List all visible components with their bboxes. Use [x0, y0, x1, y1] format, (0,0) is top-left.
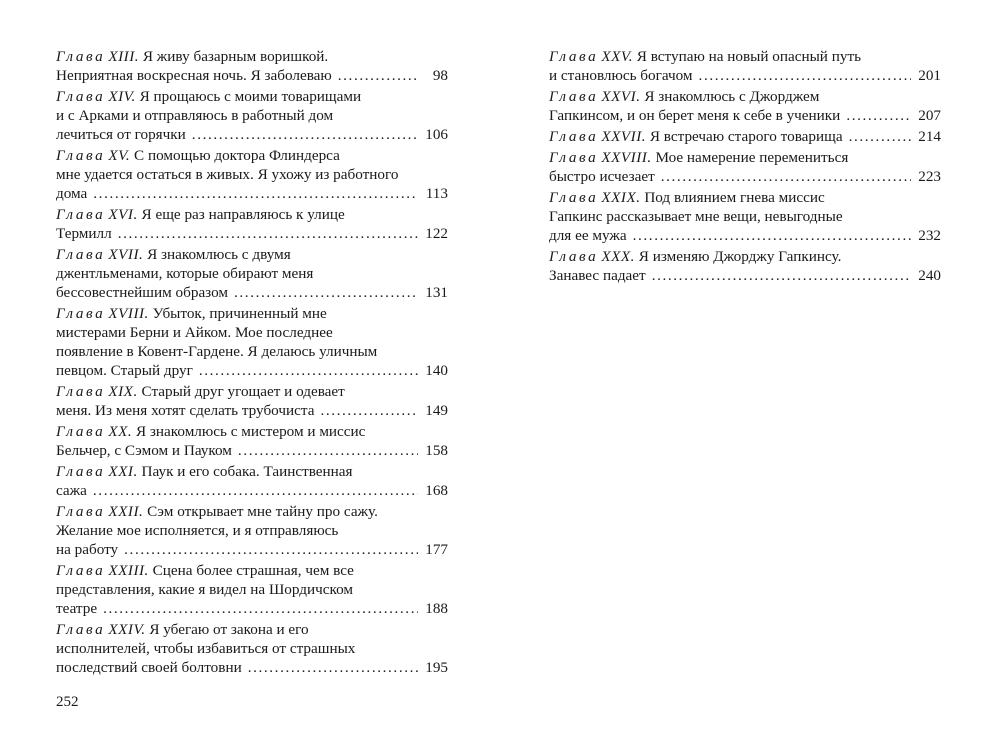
chapter-title-text: певцом. Старый друг [56, 362, 193, 379]
chapter-title-text: Я изменяю Джорджу Гапкинсу. [638, 248, 842, 265]
chapter-number: XXIX. [601, 189, 641, 206]
chapter-page-number: 201 [918, 67, 941, 84]
toc-entry-text [56, 283, 228, 302]
toc-entry-line [549, 47, 941, 66]
chapter-label: Глава [549, 88, 599, 105]
chapter-number: XVIII. [108, 305, 149, 322]
chapter-page-number: 240 [918, 267, 941, 284]
chapter-title-text: появление в Ковент-Гардене. Я делаюсь уличным [56, 343, 378, 360]
toc-entry-text [549, 106, 840, 125]
chapter-label: Глава [549, 48, 599, 65]
toc-entry-text [56, 423, 365, 440]
chapter-number: XIV. [108, 88, 136, 105]
toc-entry-text [549, 167, 655, 186]
toc-entry [56, 561, 448, 618]
toc-entry [56, 382, 448, 420]
dot-leader [320, 401, 418, 420]
toc-entry-line [56, 502, 448, 521]
chapter-label: Глава [56, 383, 106, 400]
toc-entry-line [56, 382, 448, 401]
dot-leader [124, 540, 418, 559]
toc-entry-last-line [56, 658, 448, 677]
dot-leader [652, 266, 911, 285]
toc-entry-text [56, 147, 340, 164]
chapter-page-number: 98 [432, 67, 448, 84]
toc-entry-last-line [56, 441, 448, 460]
toc-entry [56, 146, 448, 203]
chapter-title-text: Гапкинс рассказывает мне вещи, невыгодные [549, 208, 843, 225]
toc-entry-last-line [56, 125, 448, 144]
chapter-title-text: лечиться от горячки [56, 126, 186, 143]
toc-entry [549, 188, 941, 245]
toc-entry-last-line [549, 167, 941, 186]
chapter-number: XIX. [108, 383, 138, 400]
chapter-page-number: 207 [918, 107, 941, 124]
page-number: 252 [56, 694, 79, 710]
toc-entry-text [549, 48, 861, 65]
toc-entry-line [549, 207, 941, 226]
toc-entry-line [56, 264, 448, 283]
dot-leader [192, 125, 418, 144]
toc-entry-last-line [56, 599, 448, 618]
chapter-title-text: Старый друг угощает и одевает [141, 383, 345, 400]
chapter-page-number: 140 [425, 362, 448, 379]
chapter-title-text: Я еще раз направляюсь к улице [141, 206, 345, 223]
toc-entry-last-line [56, 66, 448, 85]
chapter-title-text: Я живу базарным воришкой. [142, 48, 329, 65]
chapter-title-text: С помощью доктора Флиндерса [134, 147, 340, 164]
chapter-number: XXIV. [108, 621, 146, 638]
toc-entry [56, 47, 448, 85]
toc-entry-line [56, 342, 448, 361]
toc-entry-line [56, 639, 448, 658]
dot-leader [238, 441, 418, 460]
toc-entry-line [549, 148, 941, 167]
toc-entry-text [549, 248, 841, 265]
toc-entry [549, 87, 941, 125]
chapter-number: XV. [108, 147, 131, 164]
chapter-label: Глава [549, 189, 599, 206]
chapter-label: Глава [56, 503, 106, 520]
toc-entry-text [56, 361, 193, 380]
chapter-title-text: и становлюсь богачом [549, 67, 693, 84]
toc-entry-text [56, 88, 361, 105]
toc-entry-line [56, 580, 448, 599]
chapter-label: Глава [56, 147, 106, 164]
toc-entry-text [56, 383, 345, 400]
toc-entry [549, 47, 941, 85]
toc-entry-text [56, 125, 186, 144]
chapter-number: XVII. [108, 246, 144, 263]
dot-leader [846, 106, 911, 125]
toc-entry-text [56, 324, 333, 341]
chapter-number: XXVII. [601, 128, 647, 145]
toc-entry-text [549, 208, 843, 225]
toc-entry-text [56, 658, 242, 677]
chapter-title-text: сажа [56, 482, 87, 499]
chapter-title-text: Я прощаюсь с моими товарищами [139, 88, 362, 105]
toc-entry-line [56, 323, 448, 342]
toc-entry [56, 422, 448, 460]
toc-entry-line [56, 561, 448, 580]
chapter-page-number: 168 [425, 482, 448, 499]
toc-entry-line [56, 521, 448, 540]
toc-entry-text [549, 189, 825, 206]
toc-entry-text [56, 184, 87, 203]
chapter-number: XVI. [108, 206, 138, 223]
chapter-page-number: 113 [425, 185, 448, 202]
chapter-title-text: бессовестнейшим образом [56, 284, 229, 301]
toc-entry-line [56, 462, 448, 481]
chapter-title-text: Термилл [56, 225, 112, 242]
toc-entry [56, 304, 448, 380]
chapter-page-number: 188 [425, 600, 448, 617]
toc-entry-last-line [56, 184, 448, 203]
toc-entry-text [56, 522, 338, 539]
toc-entry-text [56, 224, 112, 243]
dot-leader [93, 184, 418, 203]
chapter-title-text: Паук и его собака. Таинственная [141, 463, 353, 480]
toc-entry [56, 87, 448, 144]
chapter-page-number: 131 [425, 284, 448, 301]
dot-leader [248, 658, 418, 677]
toc-entry-line [56, 146, 448, 165]
chapter-number: XXI. [108, 463, 138, 480]
toc-entry-last-line [56, 283, 448, 302]
chapter-title-text: Я знакомлюсь с Джорджем [644, 88, 820, 105]
chapter-title-text: Желание мое исполняется, и я отправляюсь [56, 522, 339, 539]
chapter-label: Глава [56, 463, 106, 480]
dot-leader [93, 481, 418, 500]
toc-entry-text [56, 48, 328, 65]
toc-entry-line [56, 245, 448, 264]
toc-entry-line [549, 87, 941, 106]
chapter-label: Глава [56, 246, 106, 263]
toc-entry-text [56, 621, 309, 638]
chapter-label: Глава [56, 305, 106, 322]
toc-entry-text [56, 441, 232, 460]
toc-entry-text [56, 503, 378, 520]
toc-entry-text [56, 246, 291, 263]
dot-leader [849, 127, 911, 146]
chapter-title-text: джентльменами, которые обирают меня [56, 265, 314, 282]
chapter-number: XXII. [108, 503, 144, 520]
toc-entry-text [56, 540, 118, 559]
chapter-page-number: 223 [918, 168, 941, 185]
chapter-title-text: Я убегаю от закона и его [149, 621, 309, 638]
toc-entry-last-line [549, 127, 941, 146]
toc-entry-text [56, 206, 345, 223]
chapter-page-number: 177 [425, 541, 448, 558]
chapter-page-number: 149 [425, 402, 448, 419]
dot-leader [234, 283, 418, 302]
toc-entry-last-line [549, 66, 941, 85]
chapter-title-text: Занавес падает [549, 267, 646, 284]
chapter-title-text: для ее мужа [549, 227, 627, 244]
toc-entry-text [549, 66, 693, 85]
chapter-label: Глава [56, 562, 106, 579]
chapter-title-text: Сцена более страшная, чем все [152, 562, 354, 579]
toc-entry-text [56, 305, 327, 322]
chapter-label: Глава [56, 423, 106, 440]
toc-entry [56, 462, 448, 500]
toc-entry-line [56, 106, 448, 125]
chapter-title-text: быстро исчезает [549, 168, 655, 185]
chapter-title-text: и с Арками и отправляюсь в работный дом [56, 107, 334, 124]
chapter-title-text: Под влиянием гнева миссис [644, 189, 825, 206]
toc-entry-line [56, 422, 448, 441]
chapter-title-text: представления, какие я видел на Шордичском [56, 581, 354, 598]
toc-entry-text [56, 107, 333, 124]
dot-leader [661, 167, 911, 186]
chapter-title-text: дома [56, 185, 88, 202]
chapter-title-text: Сэм открывает мне тайну про сажу. [147, 503, 378, 520]
chapter-title-text: мне удается остаться в живых. Я ухожу из работного [56, 166, 399, 183]
toc-entry-text [549, 149, 848, 166]
chapter-title-text: последствий своей болтовни [56, 659, 242, 676]
chapter-number: XXVIII. [601, 149, 652, 166]
toc-entry [56, 245, 448, 302]
chapter-title-text: Я вступаю на новый опасный путь [636, 48, 862, 65]
toc-entry [56, 502, 448, 559]
dot-leader [633, 226, 911, 245]
dot-leader [699, 66, 911, 85]
chapter-title-text: театре [56, 600, 98, 617]
chapter-page-number: 122 [425, 225, 448, 242]
toc-entry-text [56, 481, 87, 500]
toc-entry-text [549, 226, 627, 245]
chapter-title-text: меня. Из меня хотят сделать трубочиста [56, 402, 315, 419]
chapter-label: Глава [549, 128, 599, 145]
toc-entry [56, 620, 448, 677]
toc-entry-text [549, 88, 819, 105]
toc-entry-last-line [549, 106, 941, 125]
toc-entry-last-line [56, 361, 448, 380]
toc-entry-text [56, 562, 354, 579]
toc-entry-text [56, 343, 377, 360]
chapter-title-text: Я встречаю старого товарища [649, 128, 843, 145]
dot-leader [118, 224, 418, 243]
chapter-number: XXV. [601, 48, 633, 65]
toc-entry-line [56, 620, 448, 639]
chapter-label: Глава [56, 621, 106, 638]
toc-entry-text [549, 127, 843, 146]
chapter-title-text: Я знакомлюсь с двумя [147, 246, 291, 263]
toc-entry-text [56, 640, 355, 657]
toc-entry-line [56, 165, 448, 184]
toc-entry-text [56, 166, 398, 183]
chapter-title-text: на работу [56, 541, 119, 558]
toc-entry-last-line [549, 226, 941, 245]
chapter-title-text: мистерами Берни и Айком. Мое последнее [56, 324, 333, 341]
toc-entry-last-line [56, 224, 448, 243]
toc-entry-text [56, 463, 353, 480]
chapter-title-text: Убыток, причиненный мне [152, 305, 327, 322]
toc-entry [549, 127, 941, 146]
chapter-title-text: исполнителей, чтобы избавиться от страшных [56, 640, 356, 657]
toc-entry-line [56, 205, 448, 224]
toc-right-column [549, 47, 941, 287]
toc-entry-text [56, 265, 313, 282]
toc-entry-text [549, 266, 646, 285]
chapter-number: XIII. [108, 48, 140, 65]
chapter-page-number: 232 [918, 227, 941, 244]
chapter-title-text: Неприятная воскресная ночь. Я заболеваю [56, 67, 332, 84]
toc-entry-text [56, 401, 314, 420]
toc-entry-line [56, 47, 448, 66]
chapter-page-number: 195 [425, 659, 448, 676]
toc-entry-line [56, 87, 448, 106]
chapter-label: Глава [56, 206, 106, 223]
chapter-title-text: Мое намерение перемениться [655, 149, 849, 166]
toc-entry [549, 148, 941, 186]
chapter-title-text: Гапкинсом, и он берет меня к себе в ученики [549, 107, 841, 124]
dot-leader [338, 66, 418, 85]
chapter-page-number: 158 [425, 442, 448, 459]
chapter-title-text: Бельчер, с Сэмом и Пауком [56, 442, 232, 459]
toc-entry-text [56, 599, 97, 618]
toc-left-column [56, 47, 448, 679]
chapter-number: XXX. [601, 248, 635, 265]
chapter-page-number: 106 [425, 126, 448, 143]
chapter-number: XXIII. [108, 562, 149, 579]
toc-entry-text [56, 66, 332, 85]
toc-entry [549, 247, 941, 285]
chapter-label: Глава [549, 248, 599, 265]
toc-entry [56, 205, 448, 243]
toc-entry-line [549, 188, 941, 207]
chapter-number: XX. [108, 423, 133, 440]
chapter-title-text: Я знакомлюсь с мистером и миссис [135, 423, 366, 440]
toc-entry-line [56, 304, 448, 323]
toc-entry-text [56, 581, 353, 598]
dot-leader [103, 599, 418, 618]
toc-entry-last-line [56, 401, 448, 420]
chapter-page-number: 214 [918, 128, 941, 145]
dot-leader [199, 361, 418, 380]
chapter-label: Глава [549, 149, 599, 166]
toc-entry-last-line [56, 540, 448, 559]
toc-entry-last-line [56, 481, 448, 500]
toc-entry-line [549, 247, 941, 266]
toc-entry-last-line [549, 266, 941, 285]
chapter-label: Глава [56, 48, 106, 65]
chapter-label: Глава [56, 88, 106, 105]
chapter-number: XXVI. [601, 88, 641, 105]
